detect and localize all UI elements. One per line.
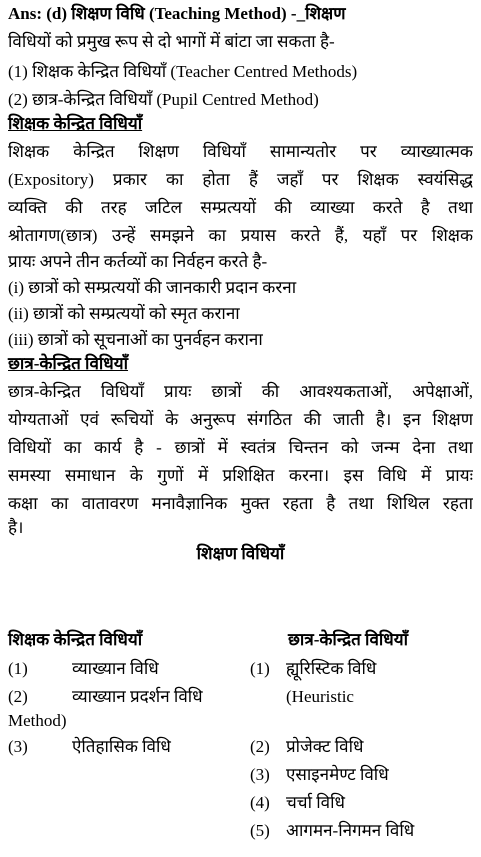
diagram-title: शिक्षण विधियाँ [196,544,285,563]
right-item-text: आगमन-निगमन विधि [286,821,415,840]
right-item-text: (Heuristic [286,687,354,706]
intro-line: विधियों को प्रमुख रूप से दो भागों में बांटा जा सकता है- [8,32,335,51]
answer-label: Ans: (d) शिक्षण विधि (Teaching Method) -_शिक्षण [8,4,346,23]
pupil-para-line: विधियों का कार्य है - छात्रों में स्वतंत्र चिन्तन को जन्म देना तथा [8,438,473,457]
teacher-para-line: श्रोतागण(छात्र) उन्हें समझने का प्रयास करते हैं, यहाँ पर शिक्षक [8,226,473,245]
right-column-heading: छात्र-केन्द्रित विधियाँ [288,630,409,649]
right-item-number: (4) [250,793,270,812]
right-item-text: चर्चा विधि [286,793,345,812]
left-item-text: व्याख्यान प्रदर्शन विधि [72,687,203,706]
right-item-number: (3) [250,765,270,784]
right-item-text: एसाइनमेण्ट विधि [286,765,389,784]
teacher-para-line: व्यक्ति की तरह जटिल सम्प्रत्ययों की व्याख्या करते है तथा [8,198,473,217]
left-item-number: (3) [8,737,28,756]
pupil-para-line: छात्र-केन्द्रित विधियाँ प्रायः छात्रों की आवश्यकताओं, अपेक्षाओं, [8,382,473,401]
right-item-number: (1) [250,659,270,678]
teacher-para-line: प्रायः अपने तीन कर्तव्यों का निर्वहन करते है- [8,252,268,271]
intro-item-2: (2) छात्र-केन्द्रित विधियाँ (Pupil Centred Method) [8,90,319,109]
right-item-number: (5) [250,821,270,840]
left-item-wrap: Method) [8,711,67,730]
left-item-number: (2) [8,687,28,706]
pupil-centred-heading: छात्र-केन्द्रित विधियाँ [8,354,129,373]
right-item-text: ह्यूरिस्टिक विधि [286,659,377,678]
left-item-text: व्याख्यान विधि [72,659,159,678]
intro-item-1: (1) शिक्षक केन्द्रित विधियाँ (Teacher Centred Methods) [8,62,358,81]
right-item-text: प्रोजेक्ट विधि [286,737,364,756]
teacher-duty-item: (i) छात्रों को सम्प्रत्ययों की जानकारी प्रदान करना [8,278,297,297]
pupil-para-line: है। [8,518,24,537]
right-item-number: (2) [250,737,270,756]
left-item-number: (1) [8,659,28,678]
teacher-para-line: (Expository) प्रकार का होता हैं जहाँ पर शिक्षक स्वयंसिद्ध [8,170,473,189]
teacher-centred-heading: शिक्षक केन्द्रित विधियाँ [8,114,143,133]
pupil-para-line: योग्यताओं एवं रूचियों के अनुरूप संगठित की जाती है। इन शिक्षण [8,410,473,429]
teacher-duty-item: (ii) छात्रों को सम्प्रत्ययों को स्मृत कराना [8,304,240,323]
left-item-text: ऐतिहासिक विधि [72,737,171,756]
pupil-para-line: कक्षा का वातावरण मनावैज्ञानिक मुक्त रहता है तथा शिथिल रहता [8,494,473,513]
teacher-para-line: शिक्षक केन्द्रित शिक्षण विधियाँ सामान्यतोर पर व्याख्यात्मक [8,142,473,161]
pupil-para-line: समस्या समाधान के गुणों में प्रशिक्षित करना। इस विधि में प्रायः [8,466,473,485]
left-column-heading: शिक्षक केन्द्रित विधियाँ [8,630,143,649]
teacher-duty-item: (iii) छात्रों को सूचनाओं का पुनर्वहन कराना [8,330,263,349]
